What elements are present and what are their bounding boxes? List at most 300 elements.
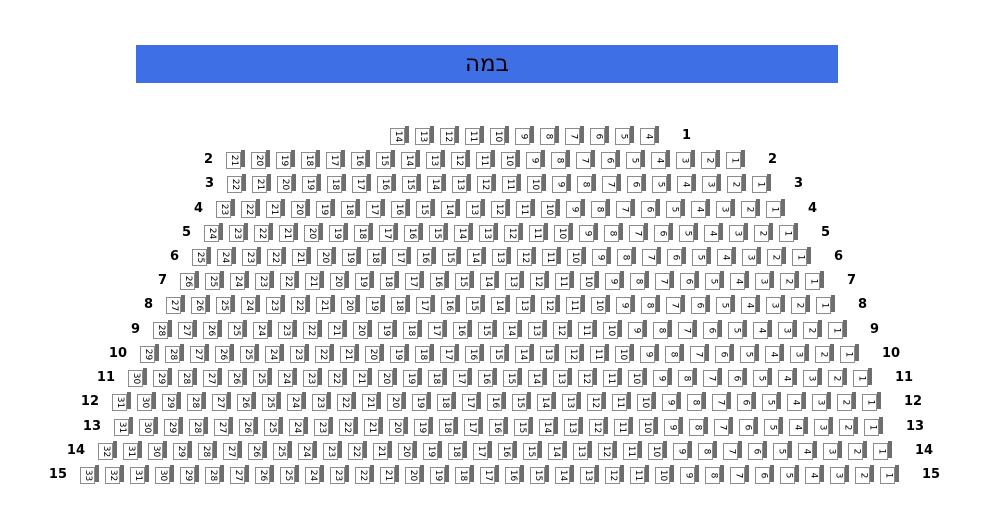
seat[interactable] (555, 465, 575, 484)
seat[interactable] (364, 417, 384, 436)
seat[interactable] (192, 247, 212, 266)
seat[interactable] (490, 126, 510, 145)
seat[interactable] (216, 295, 236, 314)
seat[interactable] (229, 223, 249, 242)
seat[interactable] (403, 368, 423, 387)
seat[interactable] (805, 271, 825, 290)
seat[interactable] (654, 223, 674, 242)
seat[interactable] (604, 223, 624, 242)
seat[interactable] (380, 465, 400, 484)
seat[interactable] (454, 223, 474, 242)
seat[interactable] (391, 199, 411, 218)
seat[interactable] (105, 465, 125, 484)
seat[interactable] (341, 295, 361, 314)
seat[interactable] (664, 417, 684, 436)
seat[interactable] (342, 247, 362, 266)
seat[interactable] (415, 126, 435, 145)
seat[interactable] (228, 320, 248, 339)
seat[interactable] (729, 223, 749, 242)
seat[interactable] (516, 199, 536, 218)
seat[interactable] (415, 344, 435, 363)
seat[interactable] (639, 417, 659, 436)
seat[interactable] (373, 441, 393, 460)
seat[interactable] (292, 247, 312, 266)
seat[interactable] (723, 441, 743, 460)
seat[interactable] (764, 417, 784, 436)
seat[interactable] (687, 392, 707, 411)
seat[interactable] (703, 368, 723, 387)
seat[interactable] (576, 150, 596, 169)
seat[interactable] (430, 271, 450, 290)
seat[interactable] (828, 368, 848, 387)
seat[interactable] (717, 247, 737, 266)
seat[interactable] (173, 441, 193, 460)
seat[interactable] (773, 441, 793, 460)
seat[interactable] (452, 174, 472, 193)
seat[interactable] (828, 320, 848, 339)
seat[interactable] (198, 441, 218, 460)
seat[interactable] (341, 199, 361, 218)
seat[interactable] (623, 441, 643, 460)
seat[interactable] (737, 392, 757, 411)
seat[interactable] (642, 247, 662, 266)
seat[interactable] (739, 417, 759, 436)
seat[interactable] (503, 368, 523, 387)
seat[interactable] (603, 368, 623, 387)
seat[interactable] (290, 344, 310, 363)
seat[interactable] (567, 247, 587, 266)
seat[interactable] (578, 368, 598, 387)
seat[interactable] (426, 150, 446, 169)
seat[interactable] (755, 465, 775, 484)
seat[interactable] (477, 174, 497, 193)
seat[interactable] (626, 150, 646, 169)
seat[interactable] (541, 199, 561, 218)
seat[interactable] (389, 417, 409, 436)
seat[interactable] (203, 368, 223, 387)
seat[interactable] (228, 368, 248, 387)
seat[interactable] (498, 441, 518, 460)
seat[interactable] (605, 271, 625, 290)
seat[interactable] (565, 344, 585, 363)
seat[interactable] (704, 223, 724, 242)
seat[interactable] (215, 344, 235, 363)
seat[interactable] (227, 174, 247, 193)
seat[interactable] (251, 150, 271, 169)
seat[interactable] (741, 199, 761, 218)
seat[interactable] (266, 295, 286, 314)
seat[interactable] (267, 247, 287, 266)
seat[interactable] (803, 368, 823, 387)
seat[interactable] (416, 199, 436, 218)
seat[interactable] (528, 368, 548, 387)
seat[interactable] (605, 465, 625, 484)
seat[interactable] (155, 465, 175, 484)
seat[interactable] (428, 320, 448, 339)
seat[interactable] (187, 392, 207, 411)
seat[interactable] (355, 465, 375, 484)
seat[interactable] (740, 344, 760, 363)
seat[interactable] (612, 392, 632, 411)
seat[interactable] (417, 247, 437, 266)
seat[interactable] (515, 344, 535, 363)
seat[interactable] (330, 465, 350, 484)
seat[interactable] (353, 320, 373, 339)
seat[interactable] (587, 392, 607, 411)
seat[interactable] (840, 344, 860, 363)
seat[interactable] (880, 465, 900, 484)
seat[interactable] (792, 247, 812, 266)
seat[interactable] (148, 441, 168, 460)
seat[interactable] (512, 392, 532, 411)
seat[interactable] (628, 320, 648, 339)
seat[interactable] (140, 344, 160, 363)
seat[interactable] (666, 295, 686, 314)
seat[interactable] (753, 320, 773, 339)
seat[interactable] (203, 320, 223, 339)
seat[interactable] (542, 247, 562, 266)
seat[interactable] (648, 441, 668, 460)
seat[interactable] (490, 344, 510, 363)
seat[interactable] (655, 271, 675, 290)
seat[interactable] (692, 247, 712, 266)
seat[interactable] (312, 392, 332, 411)
seat[interactable] (427, 174, 447, 193)
seat[interactable] (641, 199, 661, 218)
seat[interactable] (591, 199, 611, 218)
seat[interactable] (480, 465, 500, 484)
seat[interactable] (812, 392, 832, 411)
seat[interactable] (627, 174, 647, 193)
seat[interactable] (667, 247, 687, 266)
seat[interactable] (255, 465, 275, 484)
seat[interactable] (505, 465, 525, 484)
seat[interactable] (848, 441, 868, 460)
seat[interactable] (755, 271, 775, 290)
seat[interactable] (123, 441, 143, 460)
seat[interactable] (705, 465, 725, 484)
seat[interactable] (376, 150, 396, 169)
seat[interactable] (326, 150, 346, 169)
seat[interactable] (652, 174, 672, 193)
seat[interactable] (503, 320, 523, 339)
seat[interactable] (390, 344, 410, 363)
seat[interactable] (726, 150, 746, 169)
seat[interactable] (440, 126, 460, 145)
seat[interactable] (405, 465, 425, 484)
seat[interactable] (139, 417, 159, 436)
seat[interactable] (830, 465, 850, 484)
seat[interactable] (662, 392, 682, 411)
seat[interactable] (378, 368, 398, 387)
seat[interactable] (603, 320, 623, 339)
seat[interactable] (677, 174, 697, 193)
seat[interactable] (615, 344, 635, 363)
seat[interactable] (753, 368, 773, 387)
seat[interactable] (278, 368, 298, 387)
seat[interactable] (189, 417, 209, 436)
seat[interactable] (730, 271, 750, 290)
seat[interactable] (640, 126, 660, 145)
seat[interactable] (730, 465, 750, 484)
seat[interactable] (480, 271, 500, 290)
seat[interactable] (553, 368, 573, 387)
seat[interactable] (752, 174, 772, 193)
seat[interactable] (676, 150, 696, 169)
seat[interactable] (614, 417, 634, 436)
seat[interactable] (728, 368, 748, 387)
seat[interactable] (265, 344, 285, 363)
seat[interactable] (862, 392, 882, 411)
seat[interactable] (80, 465, 100, 484)
seat[interactable] (298, 441, 318, 460)
seat[interactable] (515, 126, 535, 145)
seat[interactable] (573, 441, 593, 460)
seat[interactable] (98, 441, 118, 460)
seat[interactable] (302, 174, 322, 193)
seat[interactable] (716, 199, 736, 218)
seat[interactable] (164, 417, 184, 436)
seat[interactable] (465, 344, 485, 363)
seat[interactable] (466, 199, 486, 218)
seat[interactable] (476, 150, 496, 169)
seat[interactable] (579, 223, 599, 242)
seat[interactable] (680, 271, 700, 290)
seat[interactable] (778, 320, 798, 339)
seat[interactable] (242, 247, 262, 266)
seat[interactable] (329, 223, 349, 242)
seat[interactable] (853, 368, 873, 387)
seat[interactable] (491, 199, 511, 218)
seat[interactable] (566, 199, 586, 218)
seat[interactable] (191, 295, 211, 314)
seat[interactable] (291, 295, 311, 314)
seat[interactable] (562, 392, 582, 411)
seat[interactable] (814, 417, 834, 436)
seat[interactable] (273, 441, 293, 460)
seat[interactable] (423, 441, 443, 460)
seat[interactable] (701, 150, 721, 169)
seat[interactable] (629, 223, 649, 242)
seat[interactable] (537, 392, 557, 411)
seat[interactable] (264, 417, 284, 436)
seat[interactable] (714, 417, 734, 436)
seat[interactable] (402, 174, 422, 193)
seat[interactable] (254, 223, 274, 242)
seat[interactable] (523, 441, 543, 460)
seat[interactable] (392, 247, 412, 266)
seat[interactable] (478, 368, 498, 387)
seat[interactable] (266, 199, 286, 218)
seat[interactable] (153, 368, 173, 387)
seat[interactable] (166, 295, 186, 314)
seat[interactable] (655, 465, 675, 484)
seat[interactable] (317, 247, 337, 266)
seat[interactable] (742, 247, 762, 266)
seat[interactable] (205, 271, 225, 290)
seat[interactable] (637, 392, 657, 411)
seat[interactable] (205, 465, 225, 484)
seat[interactable] (378, 320, 398, 339)
seat[interactable] (362, 392, 382, 411)
seat[interactable] (501, 150, 521, 169)
seat[interactable] (239, 417, 259, 436)
seat[interactable] (226, 150, 246, 169)
seat[interactable] (630, 465, 650, 484)
seat[interactable] (280, 271, 300, 290)
seat[interactable] (665, 344, 685, 363)
seat[interactable] (212, 392, 232, 411)
seat[interactable] (365, 344, 385, 363)
seat[interactable] (526, 150, 546, 169)
seat[interactable] (230, 271, 250, 290)
seat[interactable] (541, 295, 561, 314)
seat[interactable] (705, 271, 725, 290)
seat[interactable] (805, 465, 825, 484)
seat[interactable] (248, 441, 268, 460)
seat[interactable] (428, 368, 448, 387)
seat[interactable] (798, 441, 818, 460)
seat[interactable] (214, 417, 234, 436)
seat[interactable] (241, 295, 261, 314)
seat[interactable] (330, 271, 350, 290)
seat[interactable] (305, 465, 325, 484)
seat[interactable] (530, 271, 550, 290)
seat[interactable] (504, 223, 524, 242)
seat[interactable] (180, 271, 200, 290)
seat[interactable] (678, 320, 698, 339)
seat[interactable] (528, 320, 548, 339)
seat[interactable] (301, 150, 321, 169)
seat[interactable] (354, 223, 374, 242)
seat[interactable] (280, 465, 300, 484)
seat[interactable] (337, 392, 357, 411)
seat[interactable] (715, 344, 735, 363)
seat[interactable] (114, 417, 134, 436)
seat[interactable] (178, 320, 198, 339)
seat[interactable] (287, 392, 307, 411)
seat[interactable] (839, 417, 859, 436)
seat[interactable] (478, 320, 498, 339)
seat[interactable] (505, 271, 525, 290)
seat[interactable] (387, 392, 407, 411)
seat[interactable] (380, 271, 400, 290)
seat[interactable] (276, 150, 296, 169)
seat[interactable] (502, 174, 522, 193)
seat[interactable] (439, 417, 459, 436)
seat[interactable] (702, 174, 722, 193)
seat[interactable] (398, 441, 418, 460)
seat[interactable] (555, 271, 575, 290)
seat[interactable] (379, 223, 399, 242)
seat[interactable] (765, 344, 785, 363)
seat[interactable] (680, 465, 700, 484)
seat[interactable] (566, 295, 586, 314)
seat[interactable] (473, 441, 493, 460)
seat[interactable] (464, 417, 484, 436)
seat[interactable] (823, 441, 843, 460)
seat[interactable] (516, 295, 536, 314)
seat[interactable] (527, 174, 547, 193)
seat[interactable] (591, 295, 611, 314)
seat[interactable] (564, 417, 584, 436)
seat[interactable] (217, 247, 237, 266)
seat[interactable] (816, 295, 836, 314)
seat[interactable] (430, 465, 450, 484)
seat[interactable] (762, 392, 782, 411)
seat[interactable] (815, 344, 835, 363)
seat[interactable] (716, 295, 736, 314)
seat[interactable] (328, 368, 348, 387)
seat[interactable] (355, 271, 375, 290)
seat[interactable] (204, 223, 224, 242)
seat[interactable] (590, 126, 610, 145)
seat[interactable] (864, 417, 884, 436)
seat[interactable] (366, 199, 386, 218)
seat[interactable] (128, 368, 148, 387)
seat[interactable] (403, 320, 423, 339)
seat[interactable] (351, 150, 371, 169)
seat[interactable] (673, 441, 693, 460)
seat[interactable] (465, 126, 485, 145)
seat[interactable] (466, 295, 486, 314)
seat[interactable] (602, 174, 622, 193)
seat[interactable] (577, 174, 597, 193)
seat[interactable] (442, 247, 462, 266)
seat[interactable] (414, 417, 434, 436)
seat[interactable] (323, 441, 343, 460)
seat[interactable] (367, 247, 387, 266)
seat[interactable] (517, 247, 537, 266)
seat[interactable] (455, 271, 475, 290)
seat[interactable] (180, 465, 200, 484)
seat[interactable] (390, 126, 410, 145)
seat[interactable] (616, 295, 636, 314)
seat[interactable] (304, 223, 324, 242)
seat[interactable] (551, 150, 571, 169)
seat[interactable] (837, 392, 857, 411)
seat[interactable] (314, 417, 334, 436)
seat[interactable] (467, 247, 487, 266)
seat[interactable] (728, 320, 748, 339)
seat[interactable] (412, 392, 432, 411)
seat[interactable] (855, 465, 875, 484)
seat[interactable] (791, 295, 811, 314)
seat[interactable] (540, 344, 560, 363)
seat[interactable] (237, 392, 257, 411)
seat[interactable] (580, 271, 600, 290)
seat[interactable] (453, 368, 473, 387)
seat[interactable] (641, 295, 661, 314)
seat[interactable] (130, 465, 150, 484)
seat[interactable] (441, 199, 461, 218)
seat[interactable] (153, 320, 173, 339)
seat[interactable] (448, 441, 468, 460)
seat[interactable] (340, 344, 360, 363)
seat[interactable] (539, 417, 559, 436)
seat[interactable] (241, 199, 261, 218)
seat[interactable] (416, 295, 436, 314)
seat[interactable] (253, 368, 273, 387)
seat[interactable] (666, 199, 686, 218)
seat[interactable] (578, 320, 598, 339)
seat[interactable] (315, 344, 335, 363)
seat[interactable] (489, 417, 509, 436)
seat[interactable] (491, 295, 511, 314)
seat[interactable] (278, 320, 298, 339)
seat[interactable] (377, 174, 397, 193)
seat[interactable] (779, 223, 799, 242)
